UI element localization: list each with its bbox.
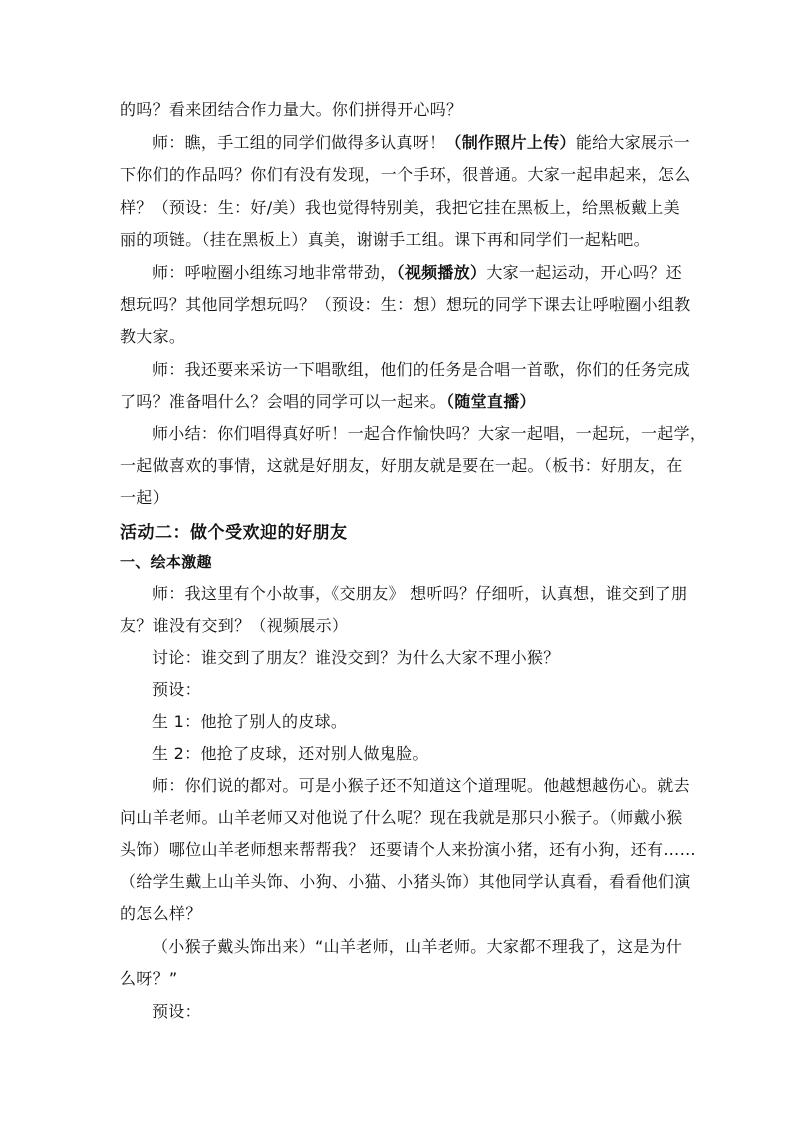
text-run: 教大家。 — [120, 327, 186, 346]
text-run: 预设： — [152, 680, 201, 699]
text-run: 的吗？看来团结合作力量大。你们拼得开心吗？ — [120, 100, 463, 119]
text-run: 师：瞧，手工组的同学们做得多认真呀！ — [152, 133, 446, 152]
text-line — [120, 615, 348, 637]
text-run: 友？谁没有交到？（视频展示） — [120, 616, 349, 635]
text-line — [120, 99, 462, 121]
text-run: 么呀？” — [120, 969, 178, 988]
text-run: 大家一起运动，开心吗？还 — [486, 263, 682, 282]
text-line — [152, 775, 690, 797]
text-line — [152, 262, 682, 284]
text-line — [120, 455, 683, 477]
text-line — [120, 839, 696, 861]
text-line — [120, 807, 683, 829]
text-run: 师小结：你们唱得真好听！一起合作愉快吗？大家一起唱，一起玩，一起学， — [152, 424, 707, 443]
text-run: 一起做喜欢的事情，这就是好朋友，好朋友就是要在一起。（板书：好朋友，在 — [120, 456, 683, 475]
text-line — [120, 229, 650, 251]
text-line — [120, 294, 691, 316]
text-run: 一起） — [120, 488, 169, 507]
text-run: 能给大家展示一 — [575, 133, 690, 152]
text-line — [120, 197, 680, 219]
text-line — [152, 423, 706, 445]
text-line — [120, 968, 178, 990]
text-line — [120, 487, 169, 509]
text-line — [152, 647, 560, 669]
subsection-heading: 一、绘本激趣 — [120, 553, 212, 571]
text-run: 预设： — [152, 1002, 201, 1021]
text-run: 师：呼啦圈小组练习地非常带劲， — [152, 263, 397, 282]
text-line — [120, 871, 691, 893]
text-run: 生 1：他抢了别人的皮球。 — [152, 712, 348, 731]
text-line — [120, 164, 691, 186]
section-heading: 活动二：做个受欢迎的好朋友 — [120, 523, 348, 543]
text-run: （小猴子戴头饰出来）“山羊老师，山羊老师。大家都不理我了，这是为什 — [152, 937, 683, 956]
text-line — [152, 1001, 201, 1023]
text-run: 丽的项链。（挂在黑板上）真美，谢谢手工组。课下再和同学们一起粘吧。 — [120, 230, 650, 249]
text-line — [152, 711, 347, 733]
text-run: （给学生戴上山羊头饰、小狗、小猫、小猪头饰）其他同学认真看，看看他们演 — [120, 872, 691, 891]
bold-text-run: （随堂直播） — [446, 392, 536, 411]
bold-text-run: （制作照片上传） — [445, 133, 576, 152]
text-line — [120, 903, 202, 925]
text-run: 下你们的作品吗？你们有没有发现，一个手环，很普通。大家一起串起来，怎么 — [120, 165, 691, 184]
text-run: 讨论：谁交到了朋友？谁没交到？为什么大家不理小猴？ — [152, 648, 560, 667]
text-run: 生 2：他抢了皮球，还对别人做鬼脸。 — [152, 744, 429, 763]
text-line — [152, 743, 429, 765]
text-line — [152, 583, 687, 605]
text-line — [152, 132, 690, 154]
text-run: 师：你们说的都对。可是小猴子还不知道这个道理呢。他越想越伤心。就去 — [152, 776, 690, 795]
text-run: 样？（预设：生：好/美）我也觉得特别美，我把它挂在黑板上，给黑板戴上美 — [120, 198, 680, 217]
text-line — [120, 326, 185, 348]
text-run: 的怎么样？ — [120, 904, 202, 923]
text-run: 师：我这里有个小故事，《交朋友》 想听吗？仔细听，认真想，谁交到了朋 — [152, 584, 688, 603]
text-run: 师：我还要来采访一下唱歌组，他们的任务是合唱一首歌，你们的任务完成 — [152, 360, 690, 379]
text-run: 问山羊老师。山羊老师又对他说了什么呢？现在我就是那只小猴子。（师戴小猴 — [120, 808, 683, 827]
text-run: 了吗？准备唱什么？会唱的同学可以一起来。 — [120, 392, 447, 411]
text-line — [152, 679, 201, 701]
text-line — [152, 936, 682, 958]
text-line — [120, 391, 536, 413]
bold-text-run: （视频播放） — [396, 263, 487, 282]
text-run: 头饰）哪位山羊老师想来帮帮我？ 还要请个人来扮演小猪，还有小狗，还有…… — [120, 840, 696, 859]
text-run: 想玩吗？其他同学想玩吗？（预设：生：想）想玩的同学下课去让呼啦圈小组教 — [120, 295, 691, 314]
text-line — [152, 359, 690, 381]
